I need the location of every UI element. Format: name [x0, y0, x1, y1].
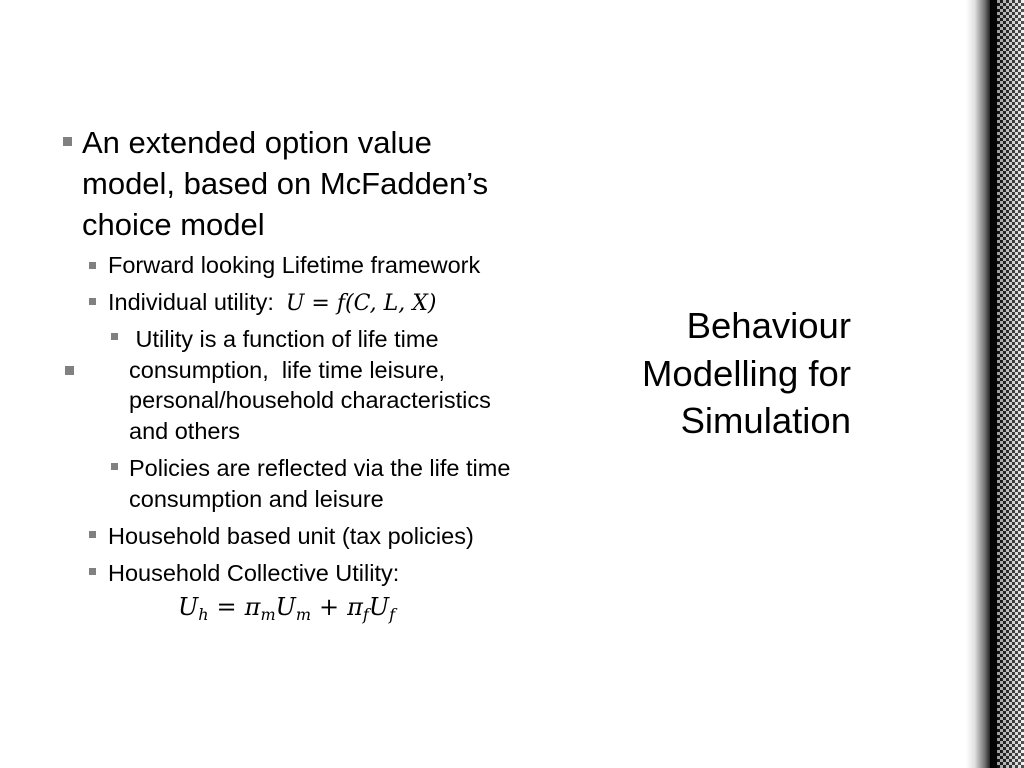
- text-line: An extended option value: [82, 125, 432, 160]
- eq-term1-coef: π: [244, 593, 261, 621]
- text-line: consumption and leisure: [129, 485, 384, 512]
- slide-title: [642, 302, 851, 445]
- text-line: Utility is a function of life time: [129, 326, 439, 352]
- bullet-policies: [129, 453, 510, 514]
- border-bar: [990, 0, 997, 768]
- title-line: Simulation: [680, 400, 851, 441]
- collective-utility-equation: [178, 592, 395, 630]
- eq-term1-coef-sub: m: [260, 605, 276, 624]
- utility-formula: U = f(C, L, X): [285, 291, 437, 316]
- bullet-individual-utility: [108, 287, 436, 319]
- bullet-square-icon: [89, 568, 96, 575]
- bullet-utility-definition: [129, 324, 491, 447]
- bullet-household-unit: Household based unit (tax policies): [108, 523, 474, 549]
- eq-term2-var-sub: f: [389, 605, 395, 624]
- title-line: Behaviour: [686, 305, 851, 346]
- individual-utility-label: Individual utility:: [108, 289, 274, 315]
- bullet-forward-looking: Forward looking Lifetime framework: [108, 252, 481, 278]
- empty-bullet-icon: [65, 366, 74, 375]
- text-line: personal/household characteristics: [129, 387, 491, 414]
- title-line: Modelling for: [642, 352, 851, 394]
- bullet-option-value-model: [82, 122, 488, 245]
- eq-term1-var: U: [275, 593, 296, 621]
- text-line: Policies are reflected via the life time: [129, 455, 511, 481]
- bullet-square-icon: [111, 333, 118, 340]
- eq-lhs-sub: h: [198, 605, 209, 624]
- bullet-square-icon: [89, 531, 96, 538]
- bullet-square-icon: [89, 262, 96, 269]
- bullet-square-icon: [111, 463, 118, 470]
- border-shadow: [966, 0, 991, 768]
- bullet-square-icon: [89, 298, 96, 305]
- eq-plus: +: [319, 593, 340, 621]
- text-line: choice model: [82, 207, 265, 242]
- bullet-collective-utility: Household Collective Utility:: [108, 560, 400, 586]
- border-checker-pattern: [997, 0, 1024, 768]
- eq-term2-coef: π: [347, 593, 363, 621]
- text-line: consumption, life time leisure,: [129, 356, 446, 383]
- text-line: and others: [129, 418, 241, 445]
- bullet-square-icon: [63, 137, 72, 146]
- eq-term2-coef-sub: f: [362, 605, 369, 624]
- eq-term2-var: U: [368, 593, 390, 621]
- eq-equals: =: [216, 593, 237, 621]
- eq-term1-var-sub: m: [295, 605, 312, 624]
- text-line: model, based on McFadden’s: [82, 166, 489, 201]
- eq-lhs-base: U: [178, 593, 199, 621]
